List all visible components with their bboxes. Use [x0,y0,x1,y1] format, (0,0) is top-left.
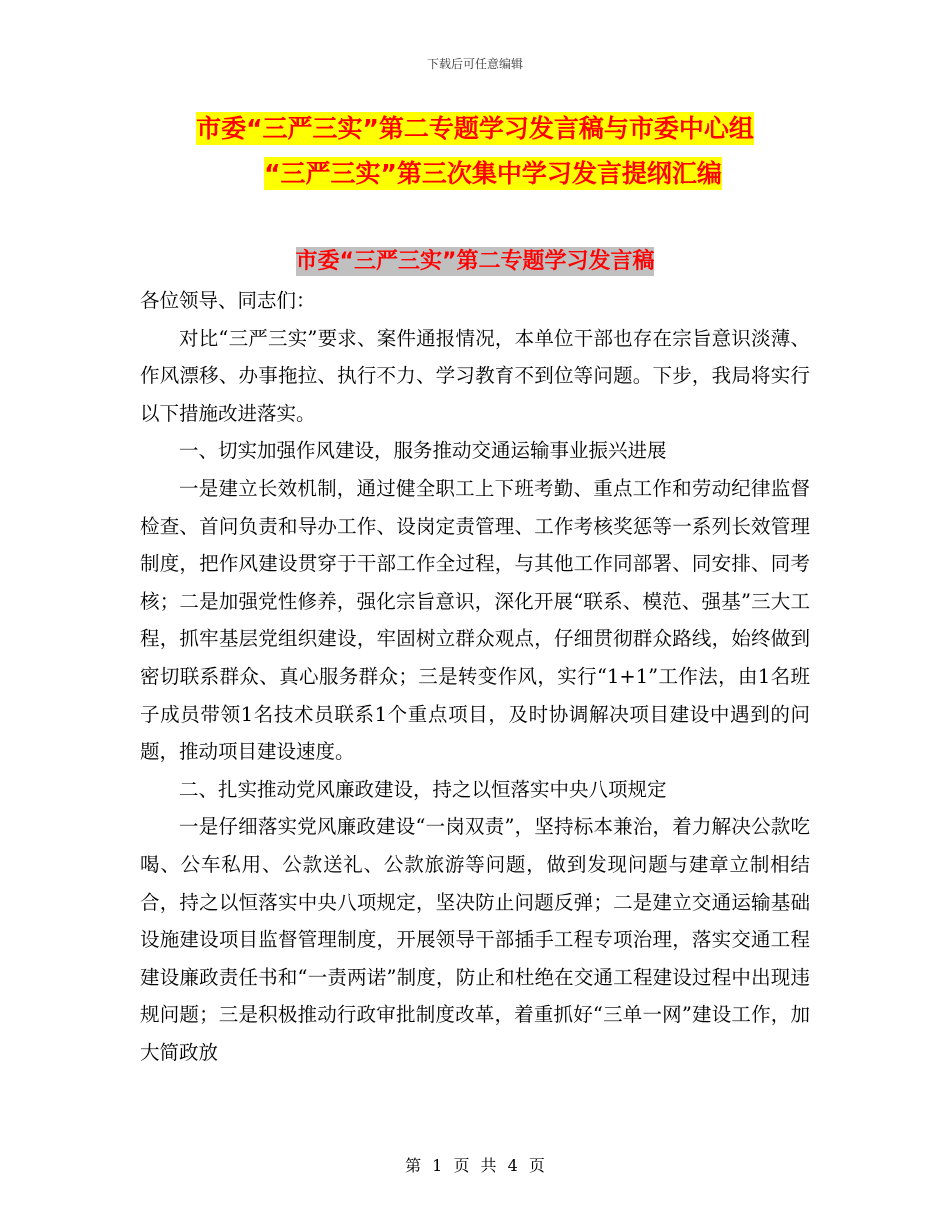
document-title-line-2 [18,159,950,189]
salutation: 各位领导、同志们： [140,289,316,312]
paragraph-section-1: 一是建立长效机制，通过健全职工上下班考勤、重点工作和劳动纪律监督检查、首问负责和导办工作、设岗定责管理、工作考核奖惩等一系列长效管理制度，把作风建设贯穿于干部工作全过程，与其他工作同部署、同安排、同考核；二是加强党性修养，强化宗旨意识，深化开展“联系、模范、强基”三大工程，抓牢基层党组织建设，牢固树立群众观点，仔细贯彻群众路线，始终做到密切联系群众、真心服务群众；三是转变作风，实行“1+1”工作法，由1名班子成员带领1名技术员联系1个重点项目，及时协调解决项目建设中遇到的问题，推动项目建设速度。 [140,476,810,764]
heading-section-2: 二、扎实推动党风廉政建设，持之以恒落实中央八项规定 [179,777,667,801]
document-title-line-1 [0,114,950,144]
document-body [140,282,810,1071]
section-title-text: 市委“三严三实”第二专题学习发言稿 [295,249,655,274]
paragraph-section-2: 一是仔细落实党风廉政建设“一岗双责”，坚持标本兼治，着力解决公款吃喝、公车私用、公款送礼、公款旅游等问题，做到发现问题与建章立制相结合，持之以恒落实中央八项规定，坚决防止问题反弹；二是建立交通运输基础设施建设项目监督管理制度，开展领导干部插手工程专项治理，落实交通工程建设廉政责任书和“一责两诺”制度，防止和杜绝在交通工程建设过程中出现违规问题；三是积极推动行政审批制度改革，着重抓好“三单一网”建设工作，加大简政放 [140,815,810,1064]
section-title [0,248,950,276]
page-footer: 第 1 页 共 4 页 [405,1156,545,1175]
title-line-1-text: 市委“三严三实”第二专题学习发言稿与市委中心组 [196,114,754,143]
heading-section-1: 一、切实加强作风建设，服务推动交通运输事业振兴进展 [179,439,667,463]
title-line-2-text: “三严三实”第三次集中学习发言提纲汇编 [264,159,722,188]
paragraph-intro: 对比“三严三实”要求、案件通报情况，本单位干部也存在宗旨意识淡薄、作风漂移、办事拖拉、执行不力、学习教育不到位等问题。下步，我局将实行以下措施改进落实。 [140,326,810,425]
header-note: 下载后可任意编辑 [426,57,523,71]
